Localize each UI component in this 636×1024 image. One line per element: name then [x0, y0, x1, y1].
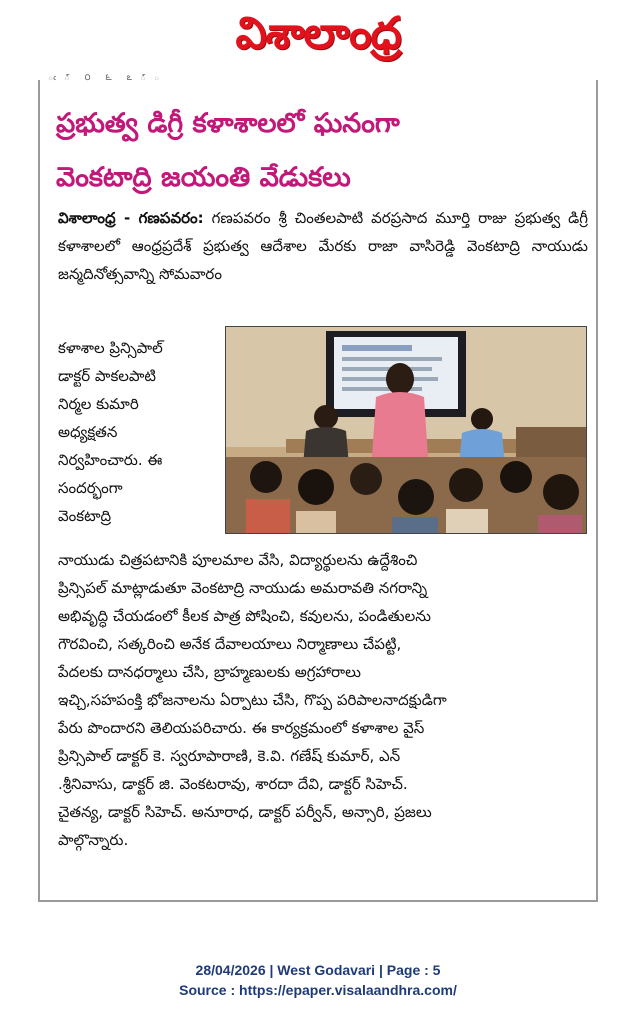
- side-line: సందర్భంగా: [58, 479, 123, 497]
- side-line: నిర్మల కుమారి: [58, 395, 139, 413]
- body-line: నాయుడు చిత్రపటానికి పూలమాల వేసి, విద్యార్థులను ఉద్దేశించి: [58, 551, 418, 569]
- footer-date-edition: 28/04/2026 | West Godavari | Page : 5: [195, 962, 441, 978]
- side-line: కళాశాల ప్రిన్సిపాల్: [58, 339, 163, 357]
- headline-line-2: వెంకటాద్రి జయంతి వేడుకలు: [56, 162, 351, 193]
- article-opening-paragraph: [58, 204, 588, 288]
- cropped-previous-text: ఁ ్ ౦ ౬ ఽ ్ ఀ: [48, 74, 166, 82]
- dateline: విశాలాంధ్ర - గణపవరం:: [58, 209, 204, 227]
- body-line: పేదలకు దానధర్మాలు చేసి, బ్రాహ్మణులకు అగ్రహారాలు: [58, 663, 361, 681]
- side-line: డాక్టర్ పాకలపాటి: [58, 367, 156, 385]
- body-line: పాల్గొన్నారు.: [58, 831, 129, 849]
- opening-text: గణపవరం శ్రీ చింతలపాటి వరప్రసాద మూర్తి రాజు ప్రభుత్వ డిగ్రీ కళాశాలలో ఆంధ్రప్రదేశ్ ప్రభుత్వ ఆదేశాల మేరకు రాజా వాసిరెడ్డి వెంకటాద్రి నాయుడు జన్మదినోత్సవాన్ని సోమవారం: [58, 209, 588, 283]
- side-line: అధ్యక్షతన: [58, 423, 118, 441]
- body-line: ఇచ్చి,సహపంక్తి భోజనాలను ఏర్పాటు చేసి, గొప్ప పరిపాలనాదక్షుడిగా: [58, 691, 447, 709]
- body-line: ప్రిన్సిపాల్ డాక్టర్ కె. స్వరూపారాణి, కె.వి. గణేష్ కుమార్, ఎన్: [58, 747, 401, 765]
- body-line: చైతన్య, డాక్టర్ సిహెచ్. అనూరాధ, డాక్టర్ పర్వీన్, అన్సారి, ప్రజలు: [58, 803, 432, 821]
- body-line: గౌరవించి, సత్కరించి అనేక దేవాలయాలు నిర్మాణాలు చేపట్టి,: [58, 635, 402, 653]
- headline-line-1: ప్రభుత్వ డిగ్రీ కళాశాలలో ఘనంగా: [56, 108, 400, 139]
- body-line: .శ్రీనివాసు, డాక్టర్ జి. వెంకటరావు, శారదా దేవి, డాక్టర్ సిహెచ్.: [58, 775, 408, 793]
- article-side-column: [58, 334, 218, 530]
- masthead: [0, 0, 636, 72]
- side-line: వెంకటాద్రి: [58, 507, 112, 525]
- side-line: నిర్వహించారు. ఈ: [58, 451, 163, 469]
- body-line: పేరు పొందారని తెలియపరిచారు. ఈ కార్యక్రమంలో కళాశాల వైస్: [58, 719, 425, 737]
- newspaper-logo: విశాలాంధ్ర: [235, 8, 401, 59]
- body-line: అభివృద్ధి చేయడంలో కీలక పాత్ర పోషించి, కవులను, పండితులను: [58, 607, 431, 625]
- article-closing-paragraph: [58, 546, 588, 854]
- event-photo: [225, 326, 587, 534]
- event-photo-illustration: [226, 327, 587, 534]
- body-line: ప్రిన్సిపల్ మాట్లాడుతూ వెంకటాద్రి నాయుడు అమరావతి నగరాన్ని: [58, 579, 428, 597]
- footer-source-link[interactable]: Source : https://epaper.visalaandhra.com/: [179, 982, 457, 998]
